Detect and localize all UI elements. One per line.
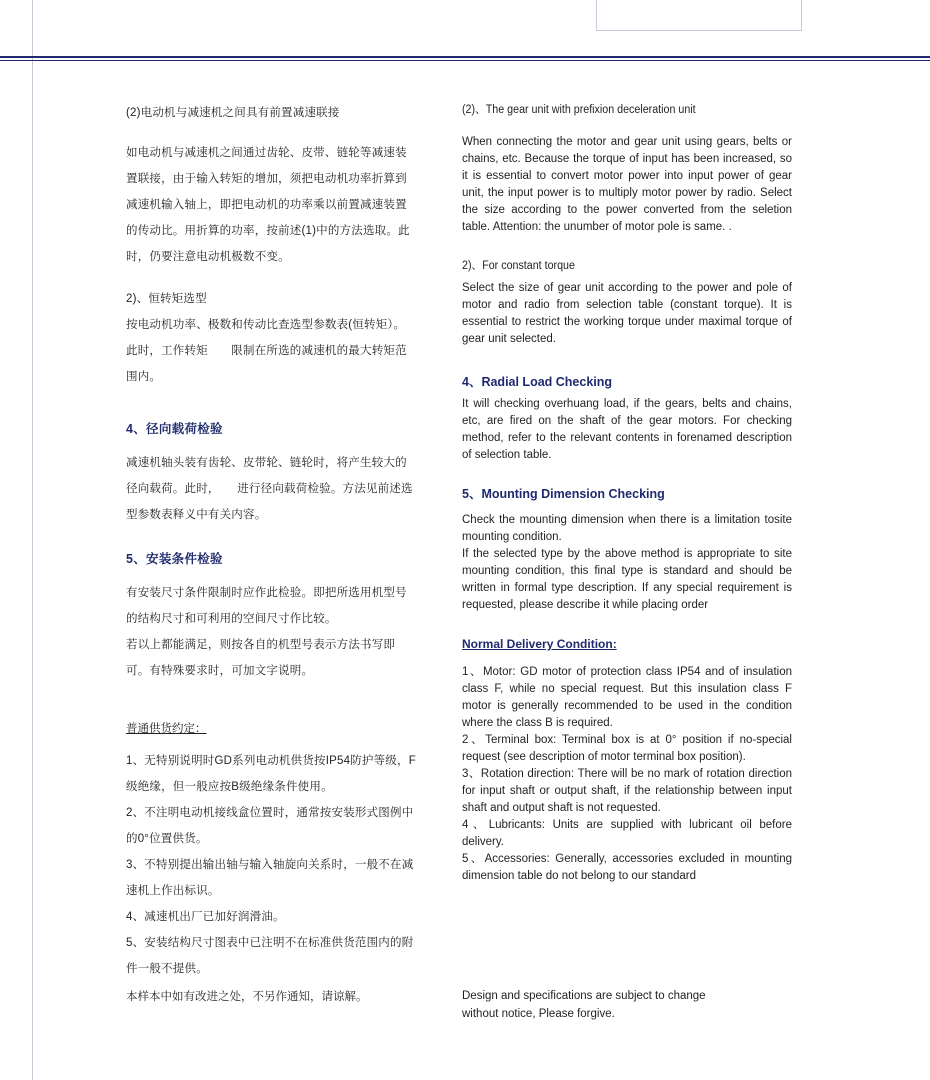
header-box (596, 0, 802, 31)
mounting-body2-en: If the selected type by the above method is appropriate to site mounting condition, this final type is standard and should be written in formal type description. If any special requirement is requested, please describe it while placing order (462, 548, 792, 611)
section-2-title-cn: (2)电动机与减速机之间具有前置减速联接 (126, 107, 340, 119)
delivery-item-1-cn: 1、无特别说明时GD系列电动机供货按IP54防护等级，F级绝缘，但一般应按B级绝缘条件使用。 (126, 755, 416, 793)
delivery-item-2-en: 2、Terminal box: Terminal box is at 0° position if no-special request (see description of motor terminal box position). (462, 734, 792, 763)
constant-torque-title-en (462, 256, 792, 276)
mounting-body2-cn: 若以上都能满足，则按各自的机型号表示方法书写即可。有特殊要求时，可加文字说明。 (126, 639, 396, 677)
section-2-title-en (462, 100, 792, 120)
delivery-item-1-en: 1、Motor: GD motor of protection class IP54 and of insulation class F, while no special request. But this insulation class F motor is generally recommended to be used in the condition where the class B is required. (462, 666, 792, 729)
english-column (462, 100, 792, 885)
mounting-body-cn: 有安装尺寸条件限制时应作此检验。即把所选用机型号的结构尺寸和可利用的空间尺寸作比较。 (126, 587, 407, 625)
footer-note-cn: 本样本中如有改进之处，不另作通知，请谅解。 (126, 991, 368, 1003)
footer-note-en-line2: without notice, Please forgive. (462, 1008, 615, 1020)
constant-torque-title-cn: 2)、恒转矩选型 (126, 293, 207, 305)
radial-load-body-en: It will checking overhuang load, if the gears, belts and chains, etc, are fired on the shaft of the gear motors. For checking method, refer to the relevant contents in forenamed description of selection table. (462, 398, 792, 461)
footer-note-en (462, 987, 802, 1023)
radial-load-heading-cn: 4、径向载荷检验 (126, 422, 223, 436)
chinese-column (126, 100, 416, 982)
radial-load-body-cn: 减速机轴头装有齿轮、皮带轮、链轮时，将产生较大的径向载荷。此时， 进行径向载荷检验。方法见前述选型参数表释义中有关内容。 (126, 457, 413, 521)
constant-torque-body-cn: 按电动机功率、极数和传动比查选型参数表(恒转矩）。此时，工作转矩 限制在所选的减速机的最大转矩范围内。 (126, 319, 407, 383)
section-2-body-en: When connecting the motor and gear unit using gears, belts or chains, etc. Because the torque of input has been increased, so it is essential to convert motor power into input power of gear unit, the input power is to multiply motor power by radio. Select the size according to the power converted from the seletion table. Attention: the unumber of motor pole is same. . (462, 136, 792, 233)
header-rule-bottom (0, 60, 930, 61)
delivery-item-3-en: 3、Rotation direction: There will be no mark of rotation direction for input shaft or output shaft, if the relationship between input shaft and output shaft is not requested. (462, 768, 792, 814)
section-2-body-cn: 如电动机与减速机之间通过齿轮、皮带、链轮等减速装置联接，由于输入转矩的增加，须把电动机功率折算到减速机输入轴上，即把电动机的功率乘以前置减速装置的传动比。用折算的功率，按前述(1)中的方法选取。此时，仍要注意电动机极数不变。 (126, 147, 410, 263)
delivery-heading-cn: 普通供货约定： (126, 723, 207, 735)
left-margin-divider (32, 0, 33, 1080)
mounting-body-en: Check the mounting dimension when there is a limitation tosite mounting condition. (462, 514, 792, 543)
footer-note-en-line1: Design and specifications are subject to change (462, 990, 706, 1002)
constant-torque-title-en-text: 2)、For constant torque (462, 260, 575, 272)
constant-torque-body-en: Select the size of gear unit according to the power and pole of motor and radio from selection table (constant torque). It is essential to restrict the working torque under maximal torque of gear unit selected. (462, 282, 792, 345)
section-2-title-en-text: (2)、The gear unit with prefixion deceleration unit (462, 104, 696, 116)
radial-load-heading-en: 4、Radial Load Checking (462, 375, 613, 389)
delivery-item-4-en: 4、Lubricants: Units are supplied with lubricant oil before delivery. (462, 819, 792, 848)
delivery-item-2-cn: 2、不注明电动机接线盒位置时，通常按安装形式图例中的0°位置供货。 (126, 807, 414, 845)
delivery-item-5-cn: 5、安装结构尺寸图表中已注明不在标准供货范围内的附件一般不提供。 (126, 937, 414, 975)
mounting-heading-cn: 5、安装条件检验 (126, 552, 223, 566)
delivery-item-5-en: 5、Accessories: Generally, accessories excluded in mounting dimension table do not belong to our standard (462, 853, 792, 882)
header-rule-top (0, 56, 930, 58)
delivery-item-4-cn: 4、减速机出厂已加好润滑油。 (126, 911, 285, 923)
delivery-item-3-cn: 3、不特别提出输出轴与输入轴旋向关系时，一般不在减速机上作出标识。 (126, 859, 414, 897)
mounting-heading-en: 5、Mounting Dimension Checking (462, 487, 665, 501)
delivery-heading-en: Normal Delivery Condition: (462, 637, 617, 651)
